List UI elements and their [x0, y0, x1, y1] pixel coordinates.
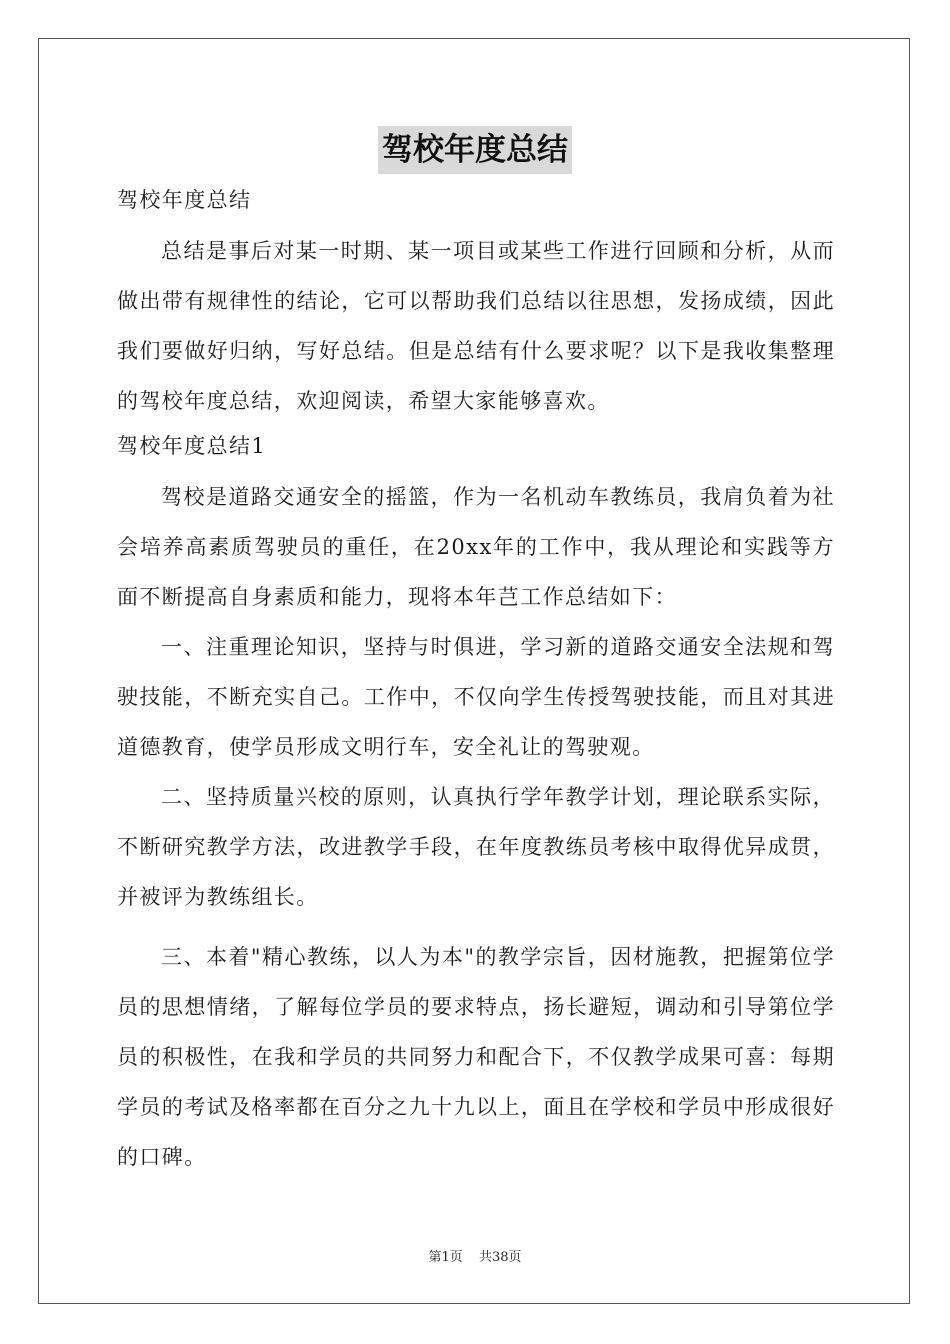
page-total: 共38页 — [478, 1250, 522, 1265]
page-number: 第1页 — [428, 1250, 463, 1265]
intro-paragraph: 总结是事后对某一时期、某一项目或某些工作进行回顾和分析，从而做出带有规律性的结论，它可以帮助我们总结以往思想，发扬成绩，因此我们要做好归纳，写好总结。但是总结有什么要求呢？以下是我收集整理的驾校年度总结，欢迎阅读，希望大家能够喜欢。 — [117, 239, 835, 413]
title-block — [0, 126, 950, 174]
body-paragraph-3: 二、坚持质量兴校的原则，认真执行学年教学计划，理论联系实际，不断研究教学方法，改进教学手段，在年度教练员考核中取得优异成贯，并被评为教练组长。 — [117, 785, 835, 909]
document-subtitle: 驾校年度总结 — [117, 188, 252, 212]
document-body — [117, 180, 835, 1182]
body-paragraph-1: 驾校是道路交通安全的摇篮，作为一名机动车教练员，我肩负着为社会培养高素质驾驶员的重任，在20xx年的工作中，我从理论和实践等方面不断提高自身素质和能力，现将本年芑工作总结如下： — [117, 485, 835, 609]
page-footer — [0, 1246, 950, 1265]
body-paragraph-4: 三、本着"精心教练，以人为本"的教学宗旨，因材施教，把握第位学员的思想情绪，了解每位学员的要求特点，扬长避短，调动和引导第位学员的积极性，在我和学员的共同努力和配合下，不仅教学成果可喜：每期学员的考试及格率都在百分之九十九以上，面且在学校和学员中形成很好的口碑。 — [117, 945, 835, 1169]
section-heading: 驾校年度总结1 — [117, 434, 267, 458]
document-title: 驾校年度总结 — [378, 126, 572, 174]
body-paragraph-2: 一、注重理论知识，坚持与时俱进，学习新的道路交通安全法规和驾驶技能，不断充实自己。工作中，不仅向学生传授驾驶技能，而且对其进道德教育，使学员形成文明行车，安全礼让的驾驶观。 — [117, 635, 835, 759]
